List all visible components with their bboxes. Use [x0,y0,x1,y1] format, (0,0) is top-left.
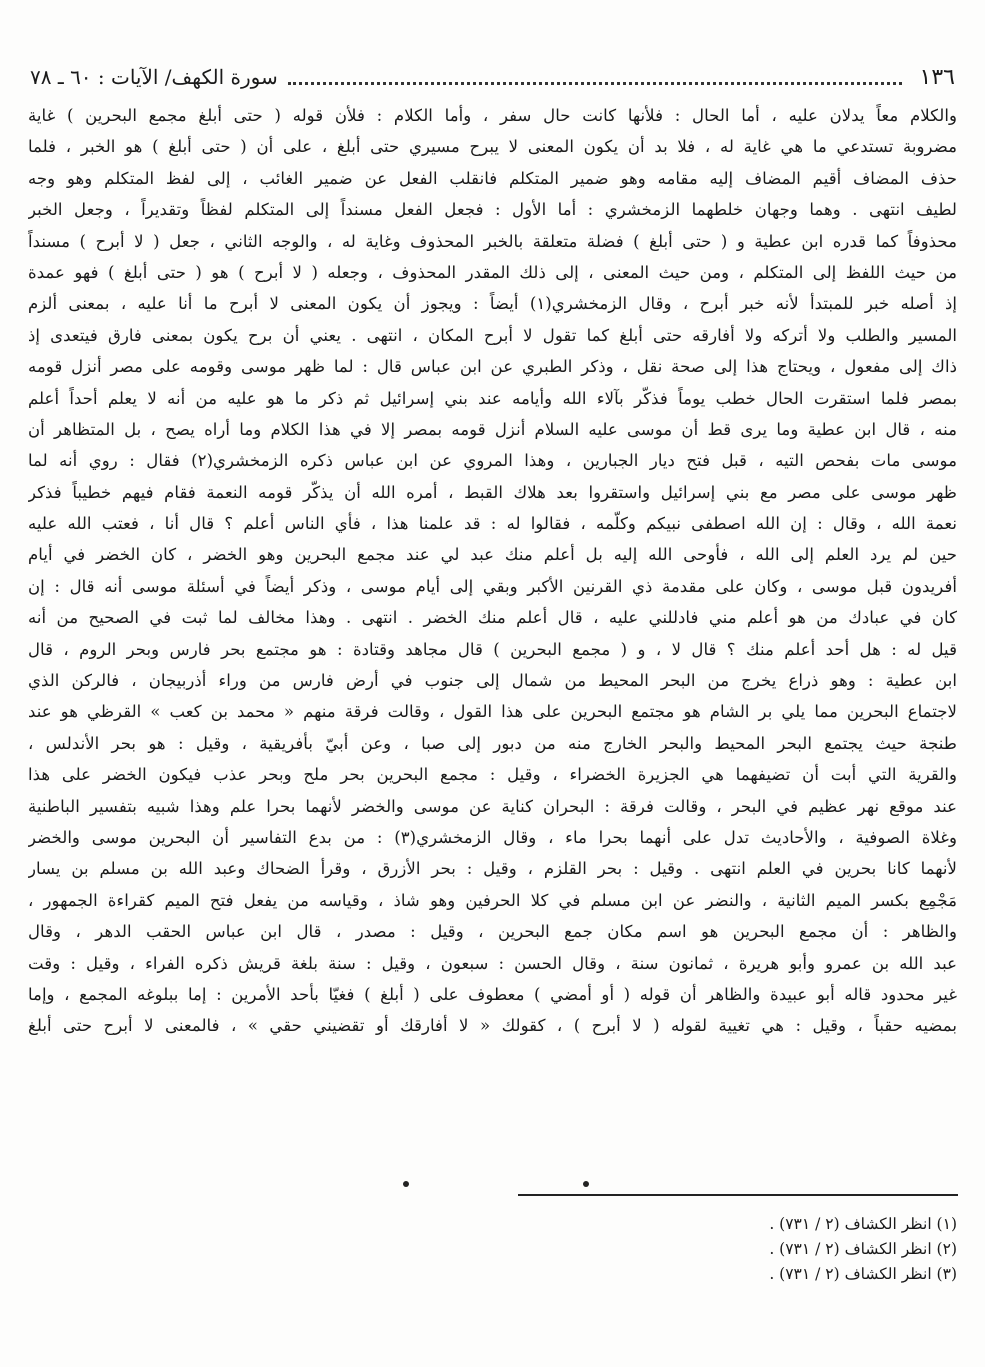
text-line: غير محدود قاله أبو عبيدة والظاهر أن قوله ( أو أمضي ) معطوف على ( أبلغ ) فغيّا بأحد الأمرين : إما ببلوغه المجمع ، وإما [28,984,957,1004]
text-line: إذ أصله خبر للمبتدأ لأنه خبر أبرح ، وقال الزمخشري(١) أيضاً : ويجوز أن يكون المعنى لا أبرح ما أنا عليه ، بمعنى ألزم [28,294,957,314]
page-number: ١٣٦ [919,64,955,90]
text-line: لاجتماع البحرين مما يلي بر الشام هو مجتمع البحرين على هذا القول ، وقالت فرقة منهم « محمد بن كعب » القرظي هو عند [28,702,957,722]
speck-mark [403,1181,409,1187]
footnote-separator [518,1194,958,1196]
text-line: ذاك إلى مفعول ، ويحتاج هذا إلى صحة نقل ، وذكر الطبري عن ابن عباس قال : لما ظهر موسى وقومه على مصر أنزل قومه [28,357,957,377]
header-dotted-leader [288,82,902,85]
text-line: كان في عبادك من هو أعلم مني فادللني عليه ، قال أعلم منك الخضر . انتهى . وهذا مخالف لما ثبت في الصحيح من أنه [28,608,957,628]
footnotes [457,1212,957,1287]
text-line: نعمة الله ، وقال : إن الله اصطفى نبيكم وكلّمه ، فقالوا له : قد علمنا هذا ، فأي الناس أعلم ؟ قال أنا ، فعتب الله عليه [28,514,957,534]
text-line: من حيث اللفظ إلى المتكلم ، ومن حيث المعنى ، إلى ذلك المقدر المحذوف ، وجعله ( لا أبرح ) هو ( حتى أبلغ ) فهو عمدة [28,262,957,282]
footnote-1: (١) انظر الكشاف (٢ / ٧٣١) . [769,1215,957,1233]
speck-mark [583,1181,589,1187]
text-line: عند موقع نهر عظيم في البحر ، وقالت فرقة : البحران كناية عن موسى والخضر لأنهما بحرا علم وهذا شبيه بتفسير الباطنية [28,796,957,816]
text-line: المسير والطلب ولا أتركه ولا أفارقه حتى أبلغ كما تقول لا أبرح المكان ، انتهى . يعني أن برح يكون بمعنى فارق فيتعدى إذ [28,325,957,345]
text-line: منه ، قال ابن عطية وما يرى قط أن موسى عليه السلام أنزل قومه بمصر إلا في هذا الكلام وما أراه يصح ، بل المتظاهر أن [28,419,957,439]
text-line: مَجْمِع بكسر الميم الثانية ، والنضر عن ابن مسلم في كلا الحرفين وهو شاذ ، وقياسه من يفعل فتح الميم كقراءة الجمهور ، [28,890,957,910]
text-line: عبد الله بن عمرو وأبو هريرة ، ثمانون سنة ، وقال الحسن : سبعون ، وقيل : سنة بلغة قريش ذكره الفراء ، وقيل : وقت [28,953,957,973]
text-line: قيل له : هل أحد أعلم منك ؟ قال لا ، و ( مجمع البحرين ) قال مجاهد وقتادة : هو مجتمع بحر فارس وبحر الروم ، قال [28,639,957,659]
text-line: أفريدون قبل موسى ، وكان على مقدمة ذي القرنين الأكبر وبقي إلى أيام موسى ، وذكر أيضاً في أسئلة موسى أنه قال : إن [28,576,957,596]
text-line: وغلاة الصوفية ، والأحاديث تدل على أنهما بحرا ماء ، وقال الزمخشري(٣) : من بدع التفاسير أن البحرين موسى والخضر [28,827,957,847]
text-line: بمضيه حقباً ، وقيل : هي تغيية لقوله ( لا أبرح ) ، كقولك « لا أفارقك أو تقضيني حقي » ، فالمعنى لا أبرح حتى أبلغ [28,1016,957,1036]
text-line: لأنهما كانا بحرين في العلم انتهى . وقيل : بحر القلزم ، وقيل : بحر الأزرق ، وقرأ الضحاك وعبد الله بن مسلم بن يسار [28,859,957,879]
text-line: ابن عطية : وهو ذراع يخرج من البحر المحيط من شمال إلى جنوب في أرض فارس من وراء أذربيجان ، فالركن الذي [28,671,957,691]
text-line: بمصر فلما استقرت الحال خطب يوماً فذكّر بآلاء الله وأيامه عند بني إسرائيل ثم ذكر ما هو عليه من أنه لا يعلم أحداً أعلم [28,388,957,408]
footnote-2: (٢) انظر الكشاف (٢ / ٧٣١) . [769,1240,957,1258]
text-line: محذوفاً كما قدره ابن عطية و ( حتى أبلغ ) فضلة متعلقة بالخبر المحذوف وغاية له ، والوجه الثاني ، جعل ( لا أبرح ) مسنداً [28,231,957,251]
text-line: لطيف انتهى . وهما وجهان خلطهما الزمخشري : أما الأول : فجعل الفعل مسنداً إلى المتكلم لفظاً وتقديراً ، وجعل الخبر [28,200,957,220]
text-line: مضروبة تستدعي ما هي غاية له ، فلا بد أن يكون المعنى لا يبرح مسيري حتى أبلغ ، على أن ( حتى أبلغ ) هو الخبر ، فلما [28,137,957,157]
text-line: والقرية التي أبت أن تضيفهما هي الجزيرة الخضراء ، وقيل : مجمع البحرين بحر ملح وبحر عذب فيكون الخضر على هذا [28,765,957,785]
text-line: موسى مات بفحص التيه ، قبل فتح ديار الجبارين ، وهذا المروي عن ابن عباس ذكره الزمخشري(٢) فقال : روي أنه لما [28,451,957,471]
text-line: والظاهر : أن مجمع البحرين هو اسم مكان جمع البحرين ، وقيل : مصدر ، قال ابن عباس الحقب الدهر ، وقال [28,922,957,942]
text-line: طنجة حيث يجتمع البحر المحيط والبحر الخارج منه من دبور إلى صبا ، وعن أبيّ بأفريقية ، وقيل : هو بحر الأندلس ، [28,733,957,753]
text-line: حذف المضاف أقيم المضاف إليه مقامه وهو ضمير المتكلم فانقلب الفعل عن ضمير الغائب ، إلى لفظ المتكلم وهو وجه [28,168,957,188]
text-line: ظهر موسى على مصر مع بني إسرائيل واستقروا بعد هلاك القبط ، أمره الله أن يذكّر قومه النعمة فقام فيهم خطيباً فذكر [28,482,957,502]
running-header [30,60,955,94]
main-text [28,100,957,1042]
surah-title: سورة الكهف/ الآيات : ٦٠ ـ ٧٨ [30,65,278,89]
text-line: حين لم يرد العلم إلى الله ، فأوحى الله إليه بل أعلم منك عبد لي عند مجمع البحرين وهو الخضر ، كان الخضر في أيام [28,545,957,565]
text-line: والكلام معاً يدلان عليه ، أما الحال : فلأنها كانت حال سفر ، وأما الكلام : فلأن قوله ( حتى أبلغ مجمع البحرين ) غاية [28,106,957,125]
footnote-3: (٣) انظر الكشاف (٢ / ٧٣١) . [769,1265,957,1283]
